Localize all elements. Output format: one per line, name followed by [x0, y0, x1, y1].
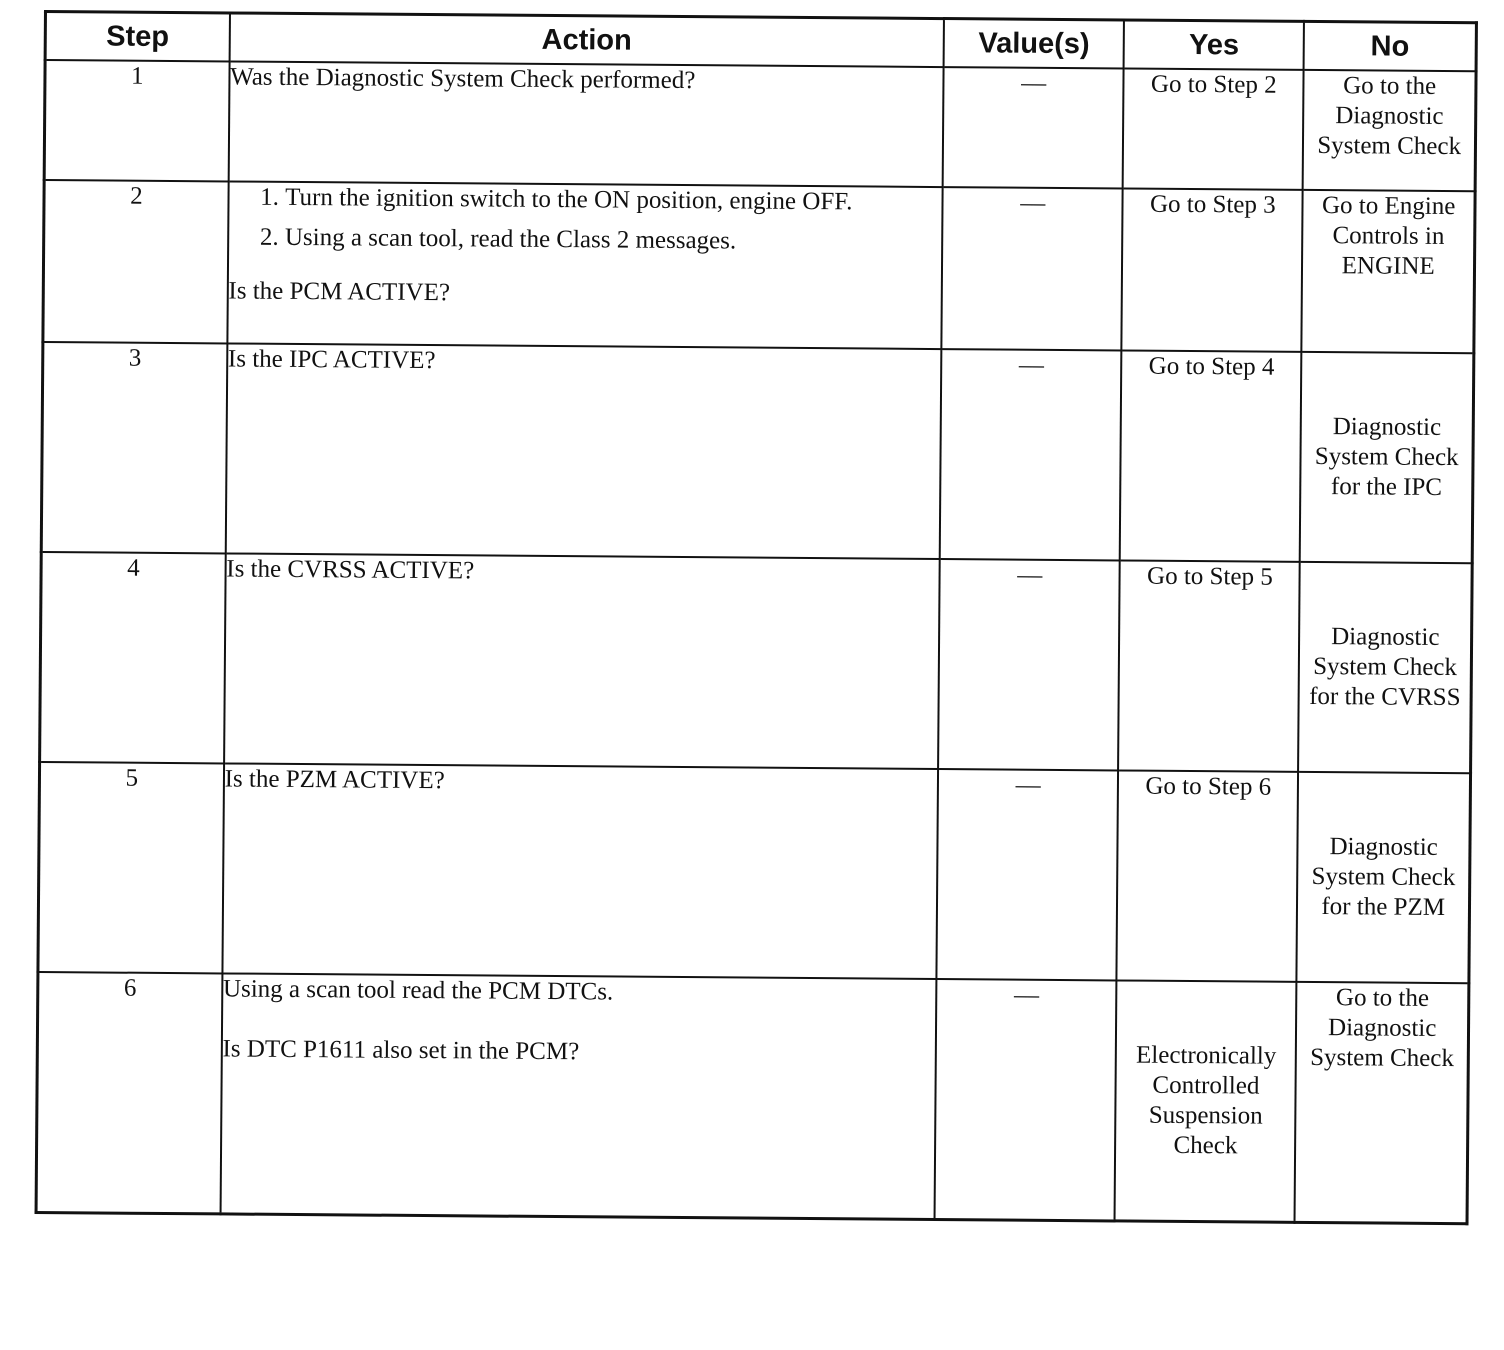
action-question: Is the PCM ACTIVE?: [228, 277, 451, 307]
action-cell: [220, 973, 936, 1219]
action-cell: [222, 763, 938, 979]
value-cell: —: [935, 979, 1117, 1221]
table-row: [43, 180, 1475, 353]
action-text: Is the CVRSS ACTIVE?: [226, 555, 475, 585]
step-number: 4: [40, 552, 226, 763]
no-cell: Diagnostic System Check for the IPC: [1300, 352, 1474, 563]
header-value: Value(s): [944, 19, 1125, 69]
yes-cell: Go to Step 3: [1122, 188, 1303, 351]
header-yes: Yes: [1124, 20, 1305, 70]
step-number: 6: [36, 972, 222, 1214]
table-row: [44, 60, 1476, 191]
action-text: Is the IPC ACTIVE?: [227, 345, 436, 375]
no-cell: Go to the Diagnostic System Check: [1295, 982, 1469, 1224]
no-cell: Diagnostic System Check for the PZM: [1297, 772, 1471, 983]
value-cell: —: [942, 187, 1123, 350]
substep-list: [229, 182, 942, 258]
yes-cell: Go to Step 2: [1123, 68, 1304, 189]
table-row: [36, 972, 1469, 1224]
action-text: Was the Diagnostic System Check performed?: [230, 63, 696, 95]
no-cell: Diagnostic System Check for the CVRSS: [1298, 562, 1472, 773]
yes-cell: Electronically Controlled Suspension Check: [1115, 980, 1297, 1222]
value-cell: —: [943, 67, 1124, 188]
step-number: 1: [44, 60, 229, 181]
action-question: Is DTC P1611 also set in the PCM?: [222, 1035, 580, 1066]
table-row: [40, 552, 1473, 773]
header-no: No: [1304, 21, 1476, 71]
value-cell: —: [937, 769, 1119, 980]
yes-cell: Go to Step 6: [1117, 770, 1299, 981]
yes-cell: Go to Step 4: [1120, 350, 1302, 561]
action-cell: [225, 343, 941, 559]
step-number: 5: [38, 762, 224, 973]
action-cell: [228, 61, 943, 187]
action-cell: [227, 181, 943, 349]
value-cell: —: [938, 559, 1120, 770]
no-cell: Go to the Diagnostic System Check: [1303, 70, 1476, 191]
action-text: Is the PZM ACTIVE?: [224, 765, 445, 795]
diagnostic-table: [35, 10, 1478, 1225]
table-row: [41, 342, 1474, 563]
substep-item: 2. Using a scan tool, read the Class 2 messages.: [285, 223, 942, 258]
step-number: 3: [41, 342, 227, 553]
yes-cell: Go to Step 5: [1118, 560, 1300, 771]
header-step: Step: [45, 12, 230, 62]
action-text: Using a scan tool read the PCM DTCs.: [222, 975, 614, 1006]
table-row: [38, 762, 1471, 983]
no-cell: Go to Engine Controls in ENGINE: [1302, 190, 1475, 353]
action-cell: [224, 553, 940, 769]
header-action: Action: [229, 13, 944, 67]
value-cell: —: [940, 349, 1122, 560]
step-number: 2: [43, 180, 228, 343]
substep-item: 1. Turn the ignition switch to the ON position, engine OFF.: [285, 183, 942, 218]
